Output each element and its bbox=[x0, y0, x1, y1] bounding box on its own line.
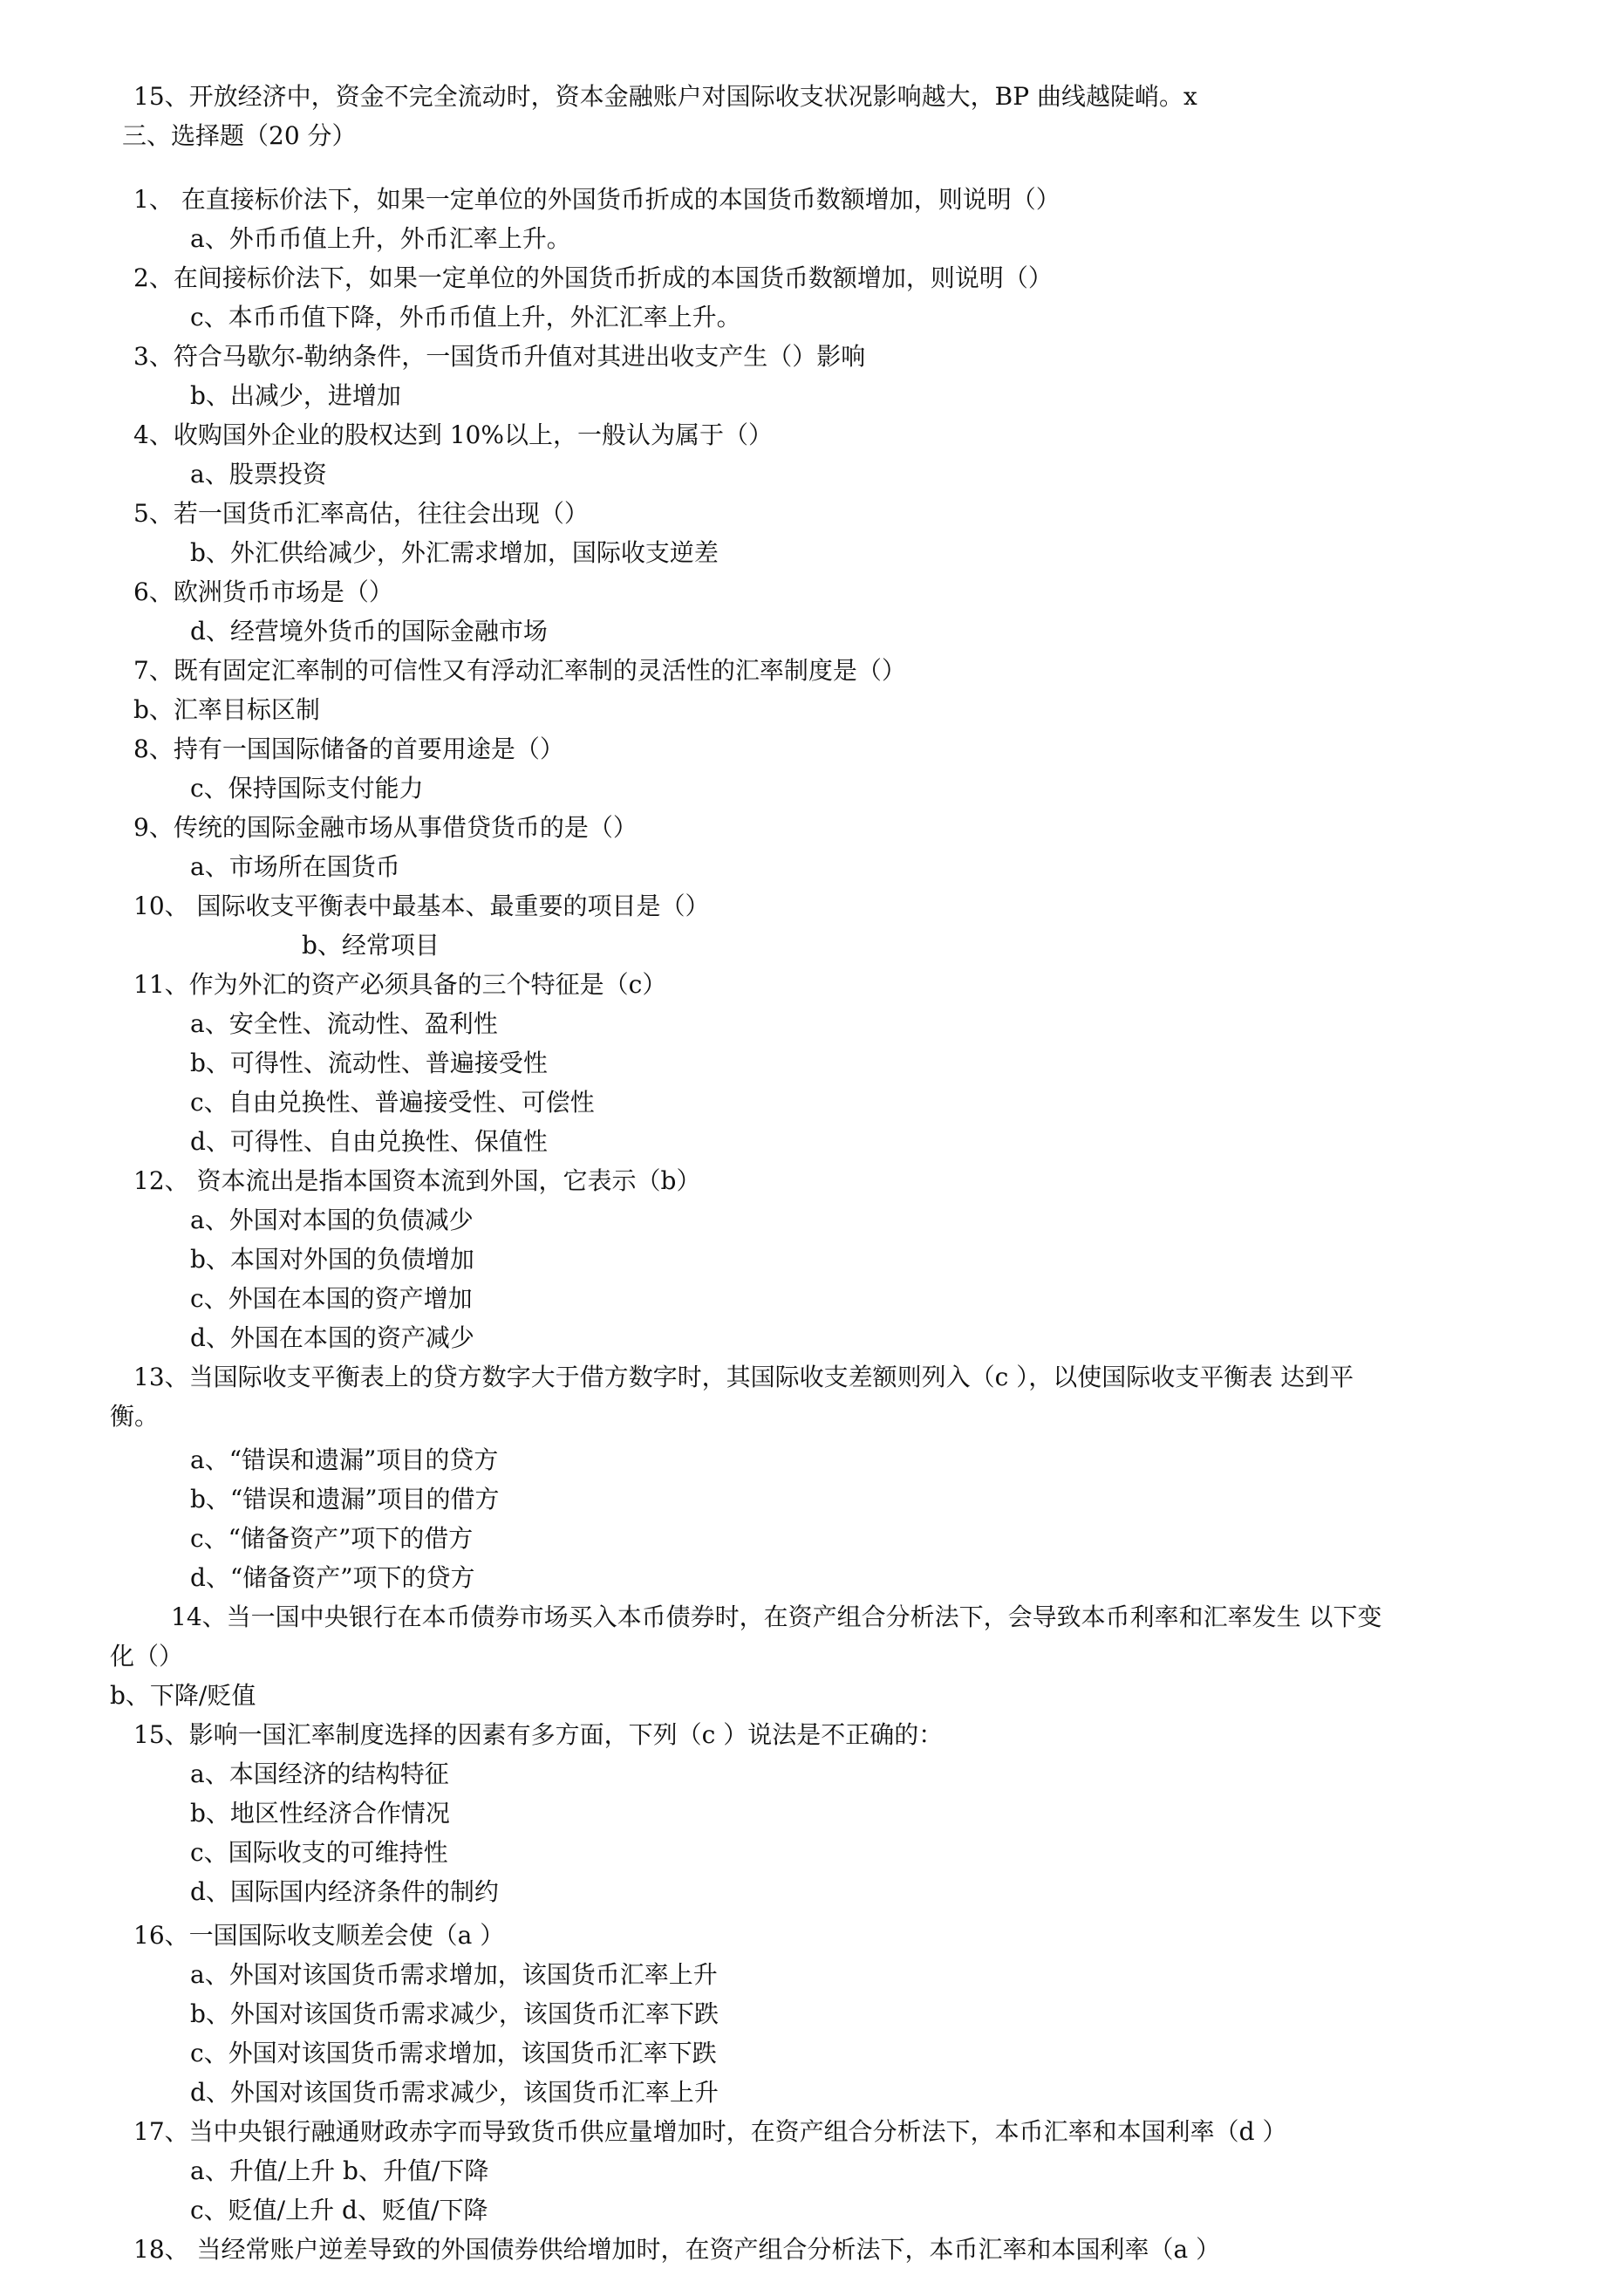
option-line: d、国际国内经济条件的制约 bbox=[190, 1877, 499, 1906]
answer-line: b、外汇供给减少，外汇需求增加，国际收支逆差 bbox=[190, 538, 719, 567]
option-line: c、外国对该国货币需求增加，该国货币汇率下跌 bbox=[190, 2039, 717, 2067]
option-line: c、自由兑换性、普遍接受性、可偿性 bbox=[190, 1088, 595, 1117]
option-line: a、外国对该国货币需求增加，该国货币汇率上升 bbox=[190, 1960, 718, 1989]
option-line: a、安全性、流动性、盈利性 bbox=[190, 1009, 498, 1038]
answer-line: d、经营境外货币的国际金融市场 bbox=[190, 617, 548, 646]
question-line: 10、 国际收支平衡表中最基本、最重要的项目是（） bbox=[133, 892, 710, 920]
option-line: a、“错误和遗漏”项目的贷方 bbox=[190, 1445, 499, 1474]
answer-line: b、经常项目 bbox=[302, 931, 440, 960]
question-line: 17、当中央银行融通财政赤字而导致货币供应量增加时，在资产组合分析法下，本币汇率和本国利率（d ） bbox=[133, 2117, 1287, 2146]
option-line: a、外国对本国的负债减少 bbox=[190, 1206, 474, 1234]
question-line: 8、持有一国国际储备的首要用途是（） bbox=[133, 735, 564, 763]
option-line: b、本国对外国的负债增加 bbox=[190, 1245, 474, 1274]
answer-line: b、汇率目标区制 bbox=[133, 695, 320, 724]
option-line: b、“错误和遗漏”项目的借方 bbox=[190, 1485, 500, 1514]
question-line: 1、 在直接标价法下，如果一定单位的外国货币折成的本国货币数额增加，则说明（） bbox=[133, 185, 1060, 214]
option-line: b、外国对该国货币需求减少，该国货币汇率下跌 bbox=[190, 1999, 719, 2028]
option-line: d、外国对该国货币需求减少，该国货币汇率上升 bbox=[190, 2078, 719, 2107]
option-line: a、升值/上升 b、升值/下降 bbox=[190, 2156, 489, 2185]
answer-line: b、下降/贬值 bbox=[110, 1681, 256, 1710]
question-line: 5、若一国货币汇率高估，往往会出现（） bbox=[133, 499, 589, 528]
answer-line: a、股票投资 bbox=[190, 460, 327, 489]
question-line: 4、收购国外企业的股权达到 10%以上，一般认为属于（） bbox=[133, 420, 773, 449]
answer-line: a、市场所在国货币 bbox=[190, 852, 400, 881]
option-line: d、外国在本国的资产减少 bbox=[190, 1323, 474, 1352]
option-line: c、国际收支的可维持性 bbox=[190, 1838, 448, 1867]
option-line: b、可得性、流动性、普遍接受性 bbox=[190, 1049, 548, 1077]
question-line: 2、在间接标价法下，如果一定单位的外国货币折成的本国货币数额增加，则说明（） bbox=[133, 263, 1053, 292]
question-line: 3、符合马歇尔-勒纳条件，一国货币升值对其进出收支产生（）影响 bbox=[133, 342, 866, 371]
question-line: 14、当一国中央银行在本币债券市场买入本币债券时，在资产组合分析法下，会导致本币利率和汇率发生 以下变 bbox=[171, 1602, 1382, 1631]
option-line: c、贬值/上升 d、贬值/下降 bbox=[190, 2196, 488, 2224]
answer-line: a、外币币值上升，外币汇率上升。 bbox=[190, 224, 571, 253]
question-line: 11、作为外汇的资产必须具备的三个特征是（c） bbox=[133, 970, 667, 999]
option-line: c、“储备资产”项下的借方 bbox=[190, 1524, 474, 1553]
text-line: 15、开放经济中，资金不完全流动时，资本金融账户对国际收支状况影响越大，BP 曲线越陡峭。x bbox=[133, 82, 1197, 111]
answer-line: b、出减少，进增加 bbox=[190, 381, 401, 410]
answer-line: c、保持国际支付能力 bbox=[190, 774, 424, 803]
question-line-continued: 化（） bbox=[110, 1642, 184, 1671]
question-line: 12、 资本流出是指本国资本流到外国，它表示（b） bbox=[133, 1166, 701, 1195]
option-line: d、可得性、自由兑换性、保值性 bbox=[190, 1127, 548, 1156]
question-line: 7、既有固定汇率制的可信性又有浮动汇率制的灵活性的汇率制度是（） bbox=[133, 656, 906, 685]
question-line: 13、当国际收支平衡表上的贷方数字大于借方数字时，其国际收支差额则列入（c ），以使国际收支平衡表 达到平 bbox=[133, 1363, 1354, 1391]
option-line: b、地区性经济合作情况 bbox=[190, 1799, 450, 1828]
section-heading: 三、选择题（20 分） bbox=[122, 121, 357, 150]
option-line: c、外国在本国的资产增加 bbox=[190, 1284, 473, 1313]
question-line: 15、影响一国汇率制度选择的因素有多方面，下列（c ）说法是不正确的： bbox=[133, 1720, 944, 1749]
question-line-continued: 衡。 bbox=[110, 1402, 160, 1431]
option-line: d、“储备资产”项下的贷方 bbox=[190, 1563, 475, 1592]
question-line: 16、一国国际收支顺差会使（a ） bbox=[133, 1921, 505, 1950]
question-line: 9、传统的国际金融市场从事借贷货币的是（） bbox=[133, 813, 638, 842]
question-line: 6、欧洲货币市场是（） bbox=[133, 577, 393, 606]
option-line: a、本国经济的结构特征 bbox=[190, 1760, 449, 1788]
question-line: 18、 当经常账户逆差导致的外国债券供给增加时，在资产组合分析法下，本币汇率和本国利率（a ） bbox=[133, 2235, 1221, 2264]
answer-line: c、本币币值下降，外币币值上升，外汇汇率上升。 bbox=[190, 303, 741, 331]
